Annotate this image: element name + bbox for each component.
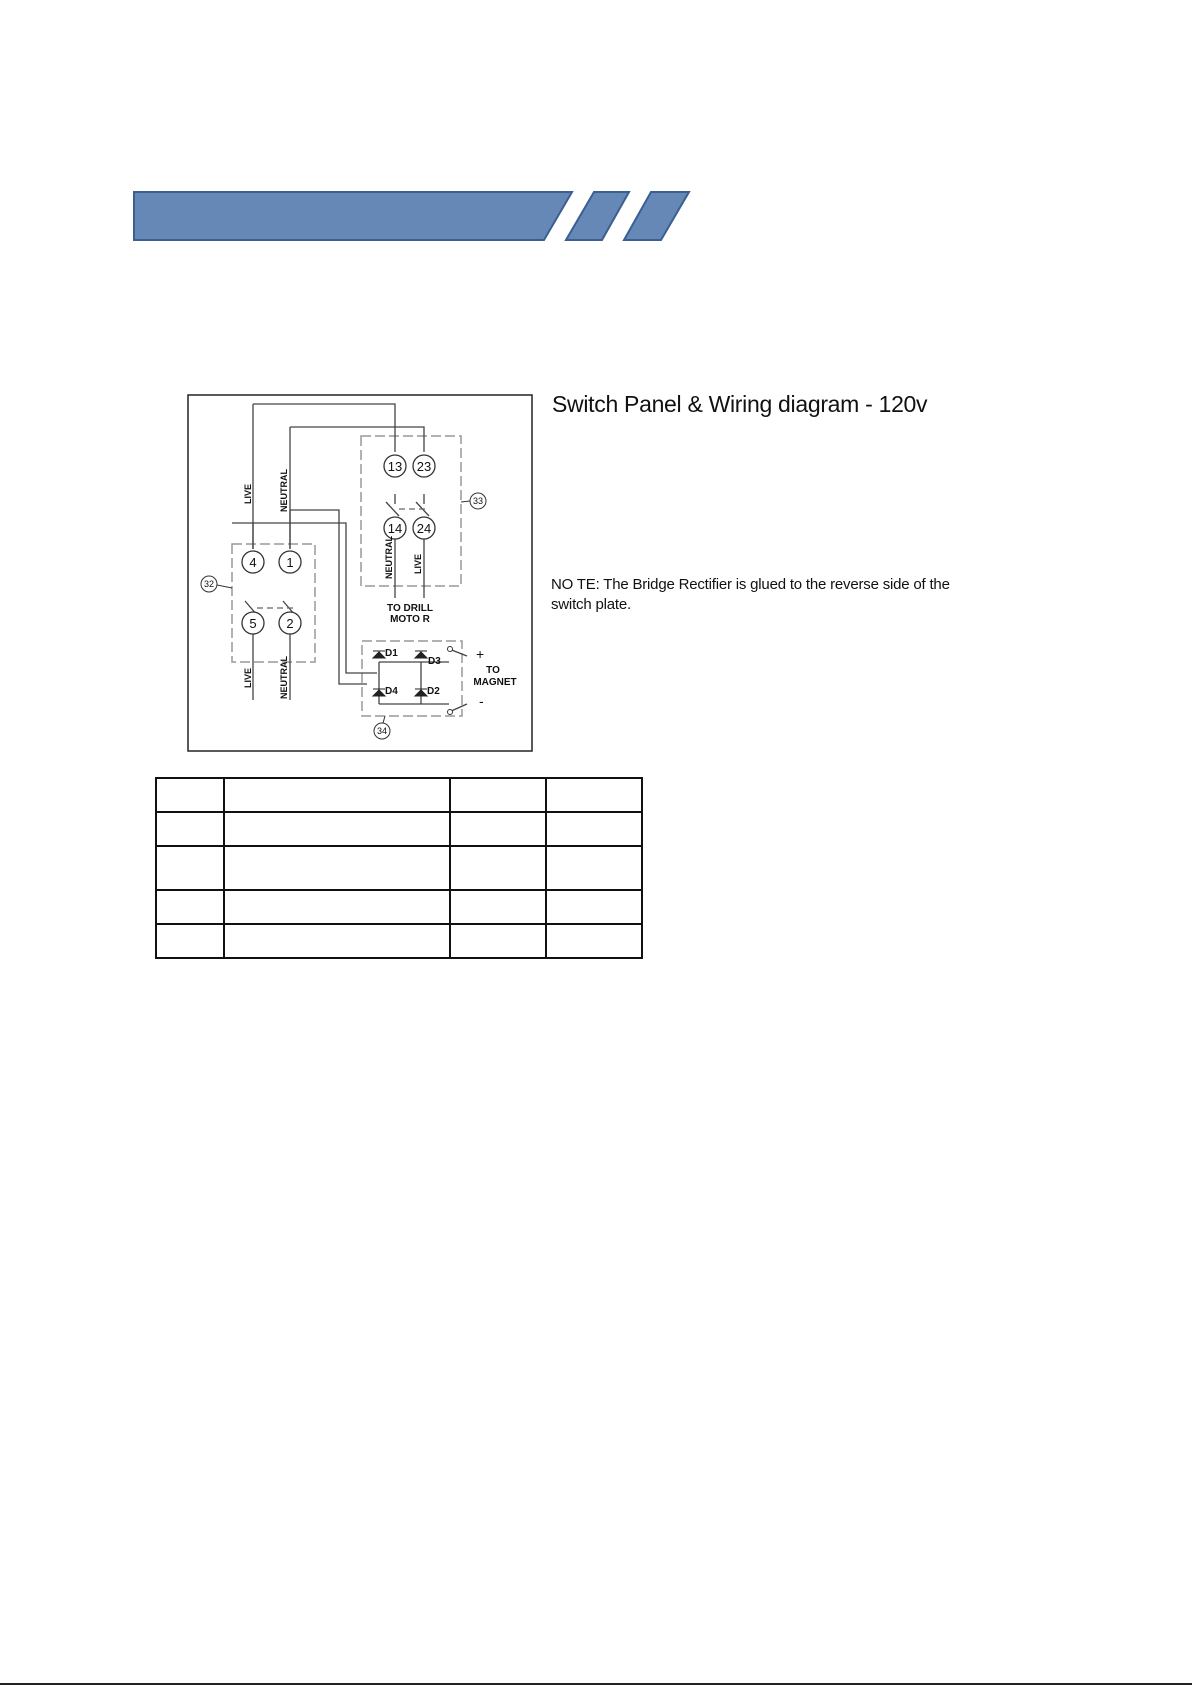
- label-live-top: LIVE: [243, 483, 253, 504]
- magnet-minus-terminal: [448, 710, 453, 715]
- table-cell: [224, 812, 450, 846]
- banner-stripe-1: [566, 192, 629, 240]
- label-neutral-bottom: NEUTRAL: [279, 656, 289, 699]
- table-cell: [156, 890, 224, 924]
- table-cell: [224, 924, 450, 958]
- table-cell: [224, 778, 450, 812]
- label-live-motor: LIVE: [413, 553, 423, 574]
- diode-d4-label: D4: [385, 686, 398, 697]
- diagram-title: Switch Panel & Wiring diagram - 120v: [552, 391, 928, 417]
- callout-32-label: 32: [203, 579, 215, 589]
- table-cell: [546, 846, 642, 890]
- diode-d1-label: D1: [385, 648, 398, 659]
- table-row: [156, 924, 642, 958]
- terminal-13-label: 13: [387, 459, 403, 474]
- table-cell: [156, 924, 224, 958]
- label-to: TO: [486, 665, 500, 676]
- diode-d3-label: D3: [428, 656, 441, 667]
- diode-d2-label: D2: [427, 686, 440, 697]
- label-minus: -: [479, 693, 484, 709]
- table-cell: [546, 778, 642, 812]
- label-motor: MOTO R: [390, 614, 430, 625]
- banner-main-bar: [134, 192, 572, 240]
- table-cell: [546, 812, 642, 846]
- terminal-4-label: 4: [249, 555, 257, 570]
- terminal-24-label: 24: [416, 521, 432, 536]
- callout-33-label: 33: [472, 496, 484, 506]
- table-cell: [450, 924, 546, 958]
- table-cell: [224, 890, 450, 924]
- terminal-1-label: 1: [286, 555, 294, 570]
- table-cell: [546, 924, 642, 958]
- rectifier-note: NO TE: The Bridge Rectifier is glued to the reverse side of the switch plate.: [551, 576, 950, 613]
- terminal-14-label: 14: [387, 521, 403, 536]
- section-banner: [133, 190, 693, 242]
- label-neutral-motor: NEUTRAL: [384, 536, 394, 579]
- table-cell: [450, 890, 546, 924]
- terminal-2-label: 2: [286, 616, 294, 631]
- callout-34-label: 34: [376, 726, 388, 736]
- table-cell: [156, 846, 224, 890]
- wiring-diagram: [187, 394, 533, 752]
- table-cell: [450, 812, 546, 846]
- label-magnet: MAGNET: [473, 677, 517, 688]
- table-cell: [450, 846, 546, 890]
- label-neutral-top: NEUTRAL: [279, 469, 289, 512]
- table-cell: [546, 890, 642, 924]
- table-row: [156, 778, 642, 812]
- banner-stripe-2: [624, 192, 689, 240]
- label-live-bottom: LIVE: [243, 667, 253, 688]
- table-cell: [224, 846, 450, 890]
- parts-table: [155, 777, 643, 959]
- table-row: [156, 890, 642, 924]
- table-cell: [156, 812, 224, 846]
- table-row: [156, 846, 642, 890]
- table-cell: [450, 778, 546, 812]
- terminal-23-label: 23: [416, 459, 432, 474]
- table-cell: [156, 778, 224, 812]
- label-to-drill: TO DRILL: [387, 603, 433, 614]
- table-row: [156, 812, 642, 846]
- terminal-5-label: 5: [249, 616, 257, 631]
- magnet-plus-terminal: [448, 647, 453, 652]
- label-plus: +: [476, 646, 485, 662]
